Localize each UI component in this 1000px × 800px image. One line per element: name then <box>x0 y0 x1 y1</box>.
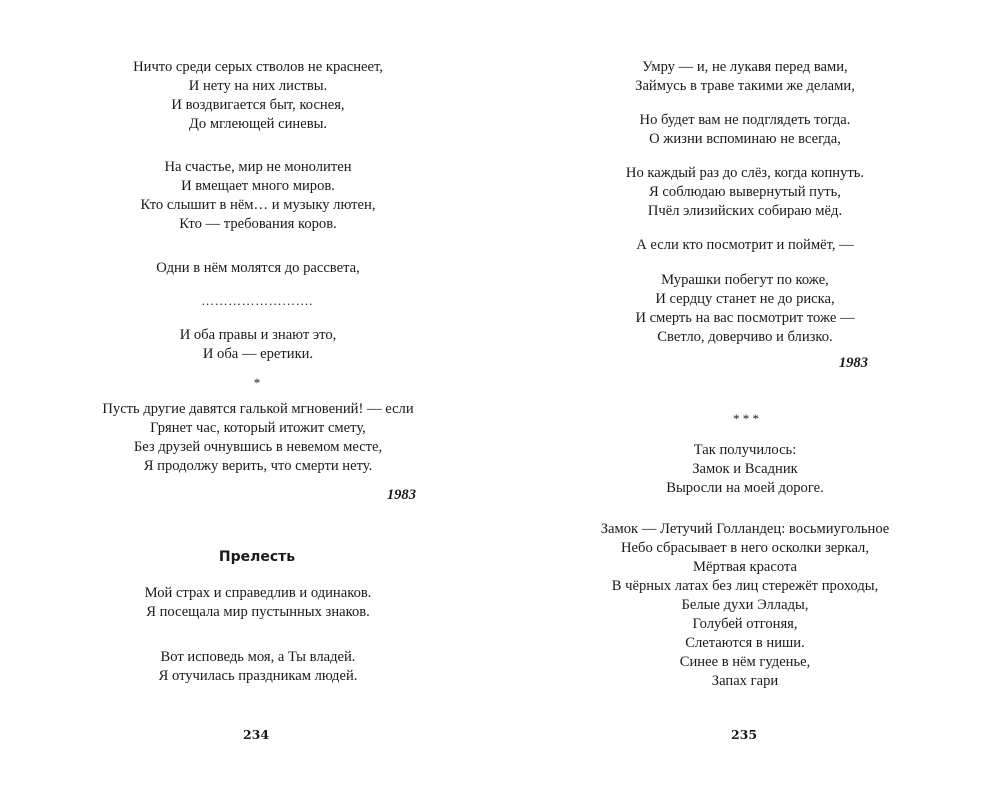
page-number: 235 <box>730 727 758 742</box>
poem-line: Займусь в траве такими же делами, <box>635 78 855 94</box>
poem-line: Небо сбрасывает в него осколки зеркал, <box>621 540 869 556</box>
poem-line: В чёрных латах без лиц стережёт проходы, <box>611 578 879 594</box>
poem-line: Мой страх и справедлив и одинаков. <box>144 585 372 601</box>
poem-line: Замок и Всадник <box>692 461 798 477</box>
poem-line: И вмещает много миров. <box>181 178 335 194</box>
poem-line: Грянет час, который итожит смету, <box>150 420 366 436</box>
omission-dots: ……………………. <box>201 293 313 308</box>
asterisk-separator: * * * <box>733 411 759 426</box>
poem-line: Синее в нём гуденье, <box>679 654 811 670</box>
poem-line: Запах гари <box>711 673 779 689</box>
page-number: 234 <box>242 727 270 742</box>
poem-line: Я посещала мир пустынных знаков. <box>146 604 370 620</box>
poem-line: Я соблюдаю вывернутый путь, <box>649 184 841 200</box>
poem-line: Так получилось: <box>693 442 797 458</box>
poem-line: Кто слышит в нём… и музыку лютен, <box>140 197 376 213</box>
poem-title: Прелесть <box>218 549 296 565</box>
poem-year: 1983 <box>386 487 416 503</box>
poem-line: И воздвигается быт, коснея, <box>171 97 345 113</box>
poem-line: И смерть на вас посмотрит тоже — <box>635 310 855 326</box>
right-page <box>500 0 1000 800</box>
poem-line: Одни в нём молятся до рассвета, <box>156 260 360 276</box>
poem-line: Выросли на моей дороге. <box>666 480 824 496</box>
poem-line: Светло, доверчиво и близко. <box>657 329 833 345</box>
poem-line: О жизни вспоминаю не всегда, <box>649 131 841 147</box>
poem-line: И нету на них листвы. <box>188 78 328 94</box>
poem-line: Кто — требования коров. <box>179 216 337 232</box>
poem-line: А если кто посмотрит и поймёт, — <box>636 237 854 253</box>
poem-line: Я продолжу верить, что смерти нету. <box>143 458 373 474</box>
asterisk-separator: * <box>253 375 261 390</box>
poem-line: Замок — Летучий Голландец: восьмиугольное <box>600 521 890 537</box>
poem-line: На счастье, мир не монолитен <box>164 159 352 175</box>
poem-line: И оба — еретики. <box>202 346 314 362</box>
poem-line: Я отучилась праздникам людей. <box>158 668 358 684</box>
poem-line: И сердцу станет не до риска, <box>655 291 835 307</box>
poem-line: Но каждый раз до слёз, когда копнуть. <box>625 165 865 181</box>
poem-year: 1983 <box>838 355 868 371</box>
poem-line: Вот исповедь моя, а Ты владей. <box>160 649 356 665</box>
poem-line: Мёртвая красота <box>693 559 797 575</box>
poem-line: До мглеющей синевы. <box>188 116 328 132</box>
poem-line: Голубей отгоняя, <box>692 616 798 632</box>
poem-line: И оба правы и знают это, <box>179 327 337 343</box>
poem-line: Но будет вам не подглядеть тогда. <box>639 112 851 128</box>
poem-line: Слетаются в ниши. <box>685 635 805 651</box>
poem-line: Пчёл элизийских собираю мёд. <box>647 203 843 219</box>
poem-line: Ничто среди серых стволов не краснеет, <box>133 59 383 75</box>
poem-line: Без друзей очнувшись в невемом месте, <box>133 439 383 455</box>
poem-line: Пусть другие давятся галькой мгновений! — если <box>102 401 414 417</box>
poem-line: Белые духи Эллады, <box>681 597 809 613</box>
poem-line: Мурашки побегут по коже, <box>661 272 829 288</box>
poem-line: Умру — и, не лукавя перед вами, <box>642 59 848 75</box>
